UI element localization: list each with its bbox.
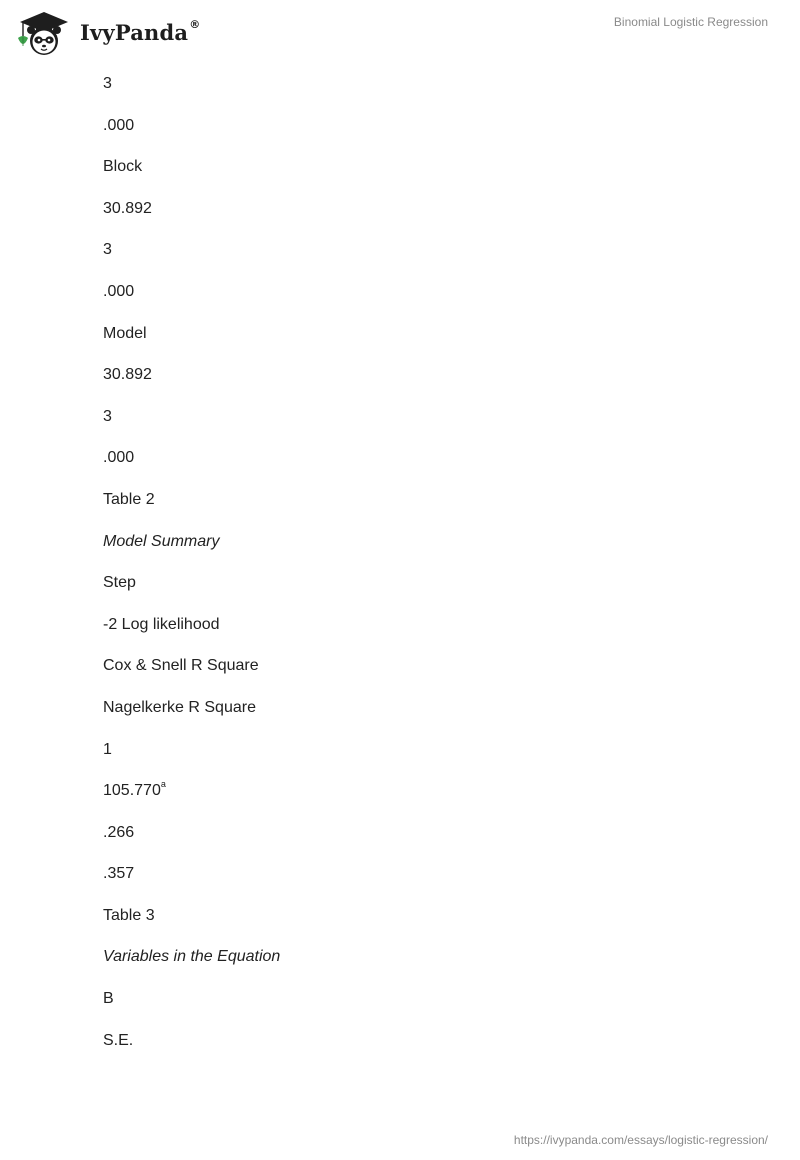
text-line [103, 906, 703, 948]
line-text: Table 3 [103, 906, 155, 924]
text-line [103, 116, 703, 158]
line-text: Nagelkerke R Square [103, 698, 256, 716]
text-line [103, 740, 703, 782]
line-text: 3 [103, 407, 112, 425]
line-text: Model Summary [103, 532, 220, 550]
line-text: Table 2 [103, 490, 155, 508]
page-header [0, 0, 800, 70]
line-text: .266 [103, 823, 135, 841]
text-line [103, 864, 703, 906]
line-text: 3 [103, 241, 112, 259]
line-text: .000 [103, 282, 135, 300]
line-text: 3 [103, 75, 112, 92]
text-line [103, 698, 703, 740]
registered-mark: ® [189, 17, 201, 31]
line-text: .000 [103, 449, 135, 467]
source-url[interactable]: https://ivypanda.com/essays/logistic-regression/ [513, 1133, 768, 1147]
table-caption [103, 947, 703, 989]
line-text: 105.770 [103, 782, 161, 800]
document-title: Binomial Logistic Regression [613, 15, 768, 29]
brand-name [80, 17, 201, 45]
text-line [103, 324, 703, 366]
line-text: Model [103, 324, 147, 342]
line-text: Cox & Snell R Square [103, 657, 259, 675]
panda-graduate-icon [14, 8, 76, 58]
line-text: 1 [103, 740, 112, 758]
line-text: -2 Log likelihood [103, 615, 220, 633]
text-line [103, 282, 703, 324]
text-line [103, 407, 703, 449]
line-text: Step [103, 574, 136, 592]
line-text: 30.892 [103, 366, 152, 384]
footnote-marker: a [160, 778, 166, 789]
text-line [103, 823, 703, 865]
text-line [103, 989, 703, 1031]
text-line [103, 448, 703, 490]
table-caption [103, 532, 703, 574]
brand-text: IvyPanda [80, 19, 189, 45]
text-line [103, 615, 703, 657]
line-text: Variables in the Equation [103, 948, 281, 966]
ivypanda-logo[interactable] [14, 8, 200, 58]
text-line [103, 490, 703, 532]
text-line [103, 778, 703, 823]
text-line [103, 240, 703, 282]
text-line [103, 157, 703, 199]
line-text: .357 [103, 865, 135, 883]
text-line [103, 199, 703, 241]
text-line [103, 1031, 703, 1073]
text-line [103, 365, 703, 407]
document-body [103, 74, 703, 1072]
line-text: 30.892 [103, 199, 152, 217]
text-line [103, 74, 703, 116]
line-text: B [103, 990, 114, 1008]
text-line [103, 656, 703, 698]
line-text: .000 [103, 116, 135, 134]
line-text: Block [103, 158, 143, 176]
text-line [103, 573, 703, 615]
line-text: S.E. [103, 1031, 134, 1049]
